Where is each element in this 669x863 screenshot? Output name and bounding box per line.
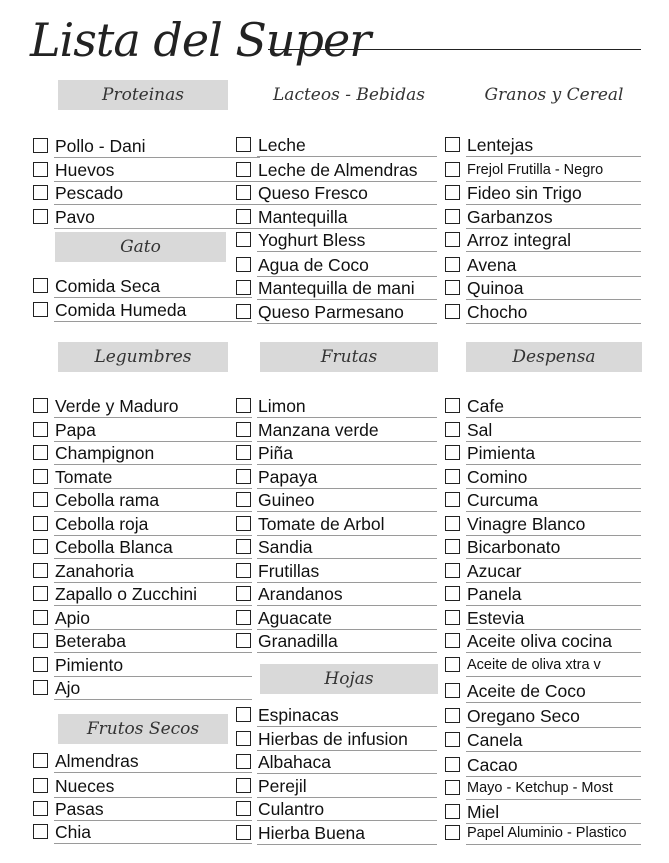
write-line <box>257 299 437 300</box>
checkbox[interactable] <box>33 162 48 177</box>
item-label: Papaya <box>258 467 318 487</box>
checkbox[interactable] <box>236 492 251 507</box>
item-label: Espinacas <box>258 705 339 725</box>
item-label: Perejil <box>258 776 307 796</box>
item-label: Cebolla rama <box>55 490 160 510</box>
checkbox[interactable] <box>236 801 251 816</box>
write-line <box>54 204 260 205</box>
item-label: Garbanzos <box>467 207 553 227</box>
write-line <box>54 417 252 418</box>
write-line <box>466 799 641 800</box>
write-line <box>54 464 252 465</box>
checkbox[interactable] <box>445 398 460 413</box>
checkbox[interactable] <box>33 469 48 484</box>
checkbox[interactable] <box>33 778 48 793</box>
write-line <box>54 652 252 653</box>
item-label: Tomate <box>55 467 113 487</box>
item-label: Arroz integral <box>467 230 572 250</box>
checkbox[interactable] <box>445 445 460 460</box>
section-header-legumbres: Legumbres <box>58 342 228 372</box>
item-label: Hierba Buena <box>258 823 366 843</box>
write-line <box>466 751 641 752</box>
checkbox[interactable] <box>33 398 48 413</box>
write-line <box>257 417 437 418</box>
checkbox[interactable] <box>445 657 460 672</box>
item-label: Apio <box>55 608 91 628</box>
item-label: Mantequilla de mani <box>258 278 415 298</box>
write-line <box>257 464 437 465</box>
checkbox[interactable] <box>236 304 251 319</box>
checkbox[interactable] <box>445 757 460 772</box>
write-line <box>466 251 641 252</box>
write-line <box>466 676 641 677</box>
item-label: Piña <box>258 443 294 463</box>
item-label: Queso Parmesano <box>258 302 404 322</box>
write-line <box>466 727 641 728</box>
write-line <box>54 772 252 773</box>
checkbox[interactable] <box>33 302 48 317</box>
checkbox[interactable] <box>33 445 48 460</box>
item-label: Nueces <box>55 776 115 796</box>
checkbox[interactable] <box>33 422 48 437</box>
write-line <box>466 299 641 300</box>
item-label: Leche de Almendras <box>258 160 418 180</box>
write-line <box>257 251 437 252</box>
item-label: Granadilla <box>258 631 338 651</box>
item-label: Panela <box>467 584 522 604</box>
checkbox[interactable] <box>445 563 460 578</box>
write-line <box>257 511 437 512</box>
write-line <box>54 676 252 677</box>
checkbox[interactable] <box>33 539 48 554</box>
item-label: Hierbas de infusion <box>258 729 408 749</box>
checkbox[interactable] <box>445 280 460 295</box>
checkbox[interactable] <box>236 209 251 224</box>
checkbox[interactable] <box>445 825 460 840</box>
item-label: Cacao <box>467 755 518 775</box>
item-label: Cebolla Blanca <box>55 537 173 557</box>
write-line <box>257 773 437 774</box>
checkbox[interactable] <box>33 185 48 200</box>
checkbox[interactable] <box>445 539 460 554</box>
write-line <box>257 156 437 157</box>
write-line <box>257 652 437 653</box>
item-label: Aguacate <box>258 608 332 628</box>
write-line <box>54 321 252 322</box>
section-header-hojas: Hojas <box>260 664 438 694</box>
checkbox[interactable] <box>236 445 251 460</box>
item-label: Limon <box>258 396 306 416</box>
item-label: Sandia <box>258 537 313 557</box>
write-line <box>54 605 252 606</box>
checkbox[interactable] <box>236 469 251 484</box>
section-header-gato: Gato <box>55 232 226 262</box>
checkbox[interactable] <box>445 422 460 437</box>
write-line <box>257 558 437 559</box>
checkbox[interactable] <box>445 209 460 224</box>
checkbox[interactable] <box>236 707 251 722</box>
checkbox[interactable] <box>33 680 48 695</box>
item-label: Mayo - Ketchup - Most <box>467 780 613 796</box>
checkbox[interactable] <box>33 563 48 578</box>
item-label: Aceite de oliva xtra v <box>467 657 601 673</box>
checkbox[interactable] <box>33 492 48 507</box>
item-label: Guineo <box>258 490 315 510</box>
write-line <box>54 843 252 844</box>
write-line <box>257 323 437 324</box>
write-line <box>257 820 437 821</box>
checkbox[interactable] <box>33 801 48 816</box>
item-label: Sal <box>467 420 493 440</box>
item-label: Comida Seca <box>55 276 161 296</box>
item-label: Ajo <box>55 678 81 698</box>
checkbox[interactable] <box>236 232 251 247</box>
checkbox[interactable] <box>236 516 251 531</box>
item-label: Quinoa <box>467 278 524 298</box>
checkbox[interactable] <box>236 563 251 578</box>
write-line <box>54 699 252 700</box>
write-line <box>466 417 641 418</box>
checkbox[interactable] <box>445 137 460 152</box>
item-label: Pimiento <box>55 655 124 675</box>
item-label: Huevos <box>55 160 115 180</box>
section-header-despensa: Despensa <box>466 342 642 372</box>
item-label: Comino <box>467 467 528 487</box>
page-title: Lista del Super <box>30 13 371 67</box>
checkbox[interactable] <box>33 610 48 625</box>
item-label: Lentejas <box>467 135 534 155</box>
checkbox[interactable] <box>445 732 460 747</box>
title-underline <box>268 49 641 50</box>
item-label: Papa <box>55 420 96 440</box>
checkbox[interactable] <box>33 278 48 293</box>
checkbox[interactable] <box>236 280 251 295</box>
checkbox[interactable] <box>236 257 251 272</box>
checkbox[interactable] <box>33 753 48 768</box>
item-label: Comida Humeda <box>55 300 187 320</box>
item-label: Almendras <box>55 751 139 771</box>
write-line <box>466 558 641 559</box>
item-label: Frejol Frutilla - Negro <box>467 162 604 178</box>
item-label: Beteraba <box>55 631 127 651</box>
checkbox[interactable] <box>236 185 251 200</box>
item-label: Chocho <box>467 302 528 322</box>
checkbox[interactable] <box>33 586 48 601</box>
checkbox[interactable] <box>445 304 460 319</box>
checkbox[interactable] <box>445 708 460 723</box>
checkbox[interactable] <box>445 232 460 247</box>
write-line <box>466 605 641 606</box>
checkbox[interactable] <box>236 422 251 437</box>
checkbox[interactable] <box>33 657 48 672</box>
write-line <box>466 702 641 703</box>
write-line <box>54 297 252 298</box>
item-label: Cebolla roja <box>55 514 149 534</box>
item-label: Aceite de Coco <box>467 681 586 701</box>
checkbox[interactable] <box>33 138 48 153</box>
checkbox[interactable] <box>236 539 251 554</box>
item-label: Pescado <box>55 183 124 203</box>
item-label: Yoghurt Bless <box>258 230 366 250</box>
item-label: Cafe <box>467 396 504 416</box>
write-line <box>466 511 641 512</box>
item-label: Verde y Maduro <box>55 396 179 416</box>
write-line <box>466 323 641 324</box>
item-label: Tomate de Arbol <box>258 514 385 534</box>
checkbox[interactable] <box>445 780 460 795</box>
item-label: Curcuma <box>467 490 538 510</box>
item-label: Vinagre Blanco <box>467 514 586 534</box>
checkbox[interactable] <box>236 137 251 152</box>
item-label: Canela <box>467 730 523 750</box>
write-line <box>257 726 437 727</box>
item-label: Bicarbonato <box>467 537 561 557</box>
checkbox[interactable] <box>445 516 460 531</box>
write-line <box>54 228 260 229</box>
item-label: Mantequilla <box>258 207 348 227</box>
checkbox[interactable] <box>445 185 460 200</box>
checkbox[interactable] <box>236 398 251 413</box>
checkbox[interactable] <box>445 586 460 601</box>
checkbox[interactable] <box>236 778 251 793</box>
checkbox[interactable] <box>445 469 460 484</box>
checkbox[interactable] <box>236 586 251 601</box>
write-line <box>466 844 641 845</box>
item-label: Estevia <box>467 608 525 628</box>
checkbox[interactable] <box>236 825 251 840</box>
checkbox[interactable] <box>445 257 460 272</box>
item-label: Culantro <box>258 799 325 819</box>
checkbox[interactable] <box>445 610 460 625</box>
write-line <box>54 157 260 158</box>
checkbox[interactable] <box>33 824 48 839</box>
item-label: Miel <box>467 802 500 822</box>
item-label: Pimienta <box>467 443 536 463</box>
section-header-granos-y-cereal: Granos y Cereal <box>484 85 624 105</box>
checkbox[interactable] <box>445 492 460 507</box>
item-label: Avena <box>467 255 517 275</box>
checkbox[interactable] <box>445 162 460 177</box>
checkbox[interactable] <box>445 633 460 648</box>
item-label: Azucar <box>467 561 522 581</box>
item-label: Aceite oliva cocina <box>467 631 612 651</box>
write-line <box>257 844 437 845</box>
checkbox[interactable] <box>236 633 251 648</box>
write-line <box>466 204 641 205</box>
item-label: Champignon <box>55 443 155 463</box>
write-line <box>466 156 641 157</box>
write-line <box>54 558 252 559</box>
item-label: Pavo <box>55 207 95 227</box>
checkbox[interactable] <box>33 209 48 224</box>
item-label: Papel Aluminio - Plastico <box>467 825 627 841</box>
section-header-proteinas: Proteinas <box>58 80 228 110</box>
checkbox[interactable] <box>445 683 460 698</box>
item-label: Agua de Coco <box>258 255 369 275</box>
item-label: Zapallo o Zucchini <box>55 584 198 604</box>
section-header-frutos-secos: Frutos Secos <box>58 714 228 744</box>
item-label: Manzana verde <box>258 420 379 440</box>
item-label: Frutillas <box>258 561 320 581</box>
item-label: Arandanos <box>258 584 343 604</box>
item-label: Chia <box>55 822 91 842</box>
item-label: Leche <box>258 135 306 155</box>
section-header-lacteos-bebidas: Lacteos - Bebidas <box>273 85 425 105</box>
section-header-frutas: Frutas <box>260 342 438 372</box>
checkbox[interactable] <box>33 516 48 531</box>
checkbox[interactable] <box>236 162 251 177</box>
item-label: Fideo sin Trigo <box>467 183 582 203</box>
item-label: Zanahoria <box>55 561 134 581</box>
write-line <box>466 652 641 653</box>
checkbox[interactable] <box>236 610 251 625</box>
checkbox[interactable] <box>445 804 460 819</box>
checkbox[interactable] <box>33 633 48 648</box>
write-line <box>257 204 437 205</box>
item-label: Pollo - Dani <box>55 136 146 156</box>
item-label: Queso Fresco <box>258 183 368 203</box>
checkbox[interactable] <box>236 731 251 746</box>
item-label: Albahaca <box>258 752 331 772</box>
checkbox[interactable] <box>236 754 251 769</box>
write-line <box>466 464 641 465</box>
write-line <box>54 511 252 512</box>
item-label: Oregano Seco <box>467 706 580 726</box>
write-line <box>257 605 437 606</box>
item-label: Pasas <box>55 799 104 819</box>
